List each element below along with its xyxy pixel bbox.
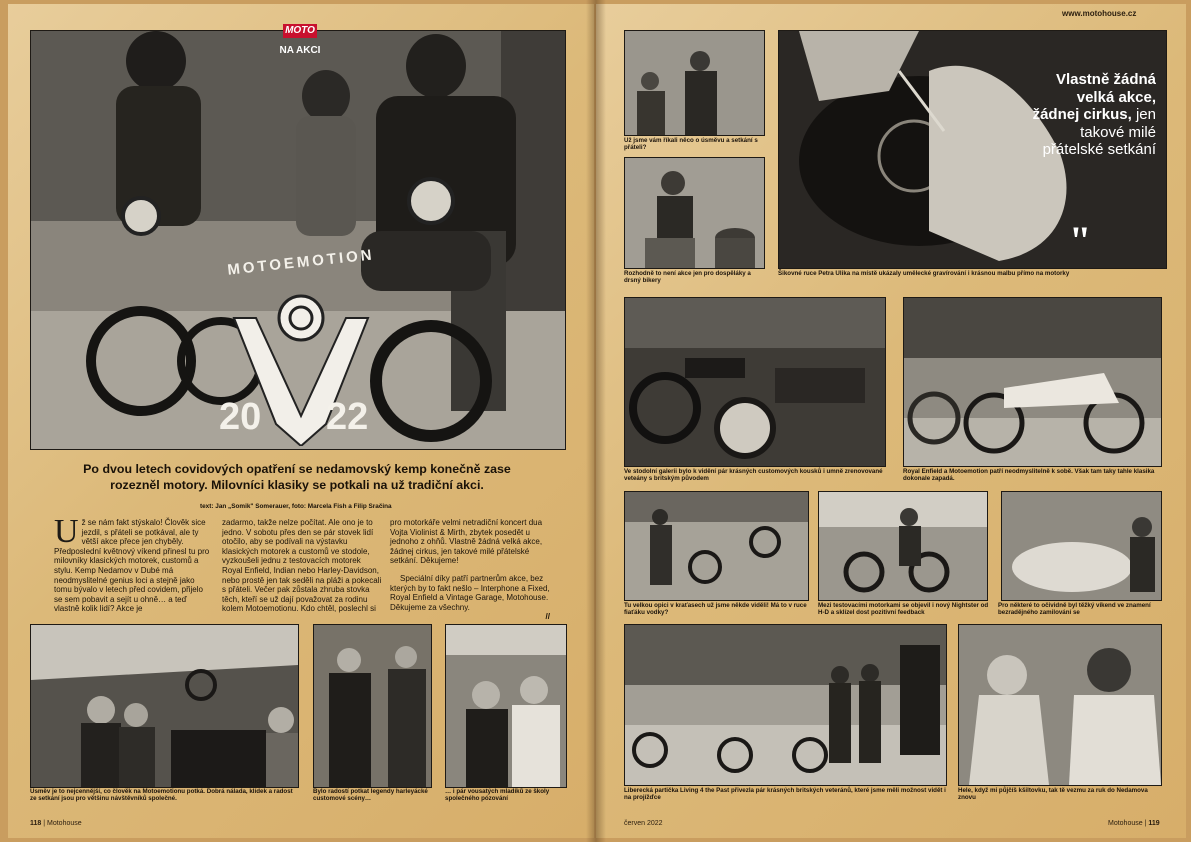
photo-legends bbox=[313, 624, 432, 788]
article-col-3 bbox=[390, 518, 550, 622]
center-date: červen 2022 bbox=[624, 820, 663, 827]
photo-royal-enfield bbox=[903, 297, 1162, 467]
photo-living-4-the-past-image bbox=[625, 625, 946, 785]
caption-r9: Liberecká partička Living 4 the Past přivezla pár krásných britských veteránů, které jsme měli možnost vidět i na projížďce bbox=[624, 787, 946, 802]
caption-r5: Royal Enfield a Motoemotion patří neodmyslitelně k sobě. Však tam taky tahle klasika dokonale zapadá. bbox=[903, 468, 1155, 483]
photo-smiling-group bbox=[30, 624, 299, 788]
photo-greeting-image bbox=[625, 31, 764, 135]
hero-photo bbox=[30, 30, 566, 450]
photo-barn-gallery bbox=[624, 297, 886, 467]
caption-r4: Ve stodolní galerii bylo k vidění pár krásných customových kousků i umně zrenovované veteány s britským původem bbox=[624, 468, 883, 483]
caption-r2: Rozhodně to není akce jen pro dospěláky a drsný bikery bbox=[624, 270, 751, 285]
photo-kid-drum bbox=[624, 157, 765, 269]
right-folio: Motohouse | 119 bbox=[1108, 820, 1160, 827]
right-magazine-name: Motohouse bbox=[1108, 820, 1143, 827]
photo-girls-cap bbox=[958, 624, 1162, 786]
photo-monkey-shorts bbox=[624, 491, 809, 601]
caption-r10: Hele, když mi půjčíš kšiltovku, tak tě vezmu za ruk do Nedamova znovu bbox=[958, 787, 1148, 802]
moto-logo-text: MOTO bbox=[285, 25, 315, 36]
photo-monkey-shorts-image bbox=[625, 492, 808, 600]
spine-shadow bbox=[586, 0, 606, 842]
moto-logo bbox=[283, 24, 317, 38]
photo-girls-cap-image bbox=[959, 625, 1161, 785]
article-col-1-text: ž se nám fakt stýskalo! Člověk sice jezdil, s přáteli se potkával, ale ty větší akce přece jen chyběly. Předposlední květnový víkend přinesl tu pro milovníky klasických motorek, customů a stylu. Kemp Nedamov v Dubé má neodmyslitelné genius loci a stejně jako tomu bývalo v letech před covidem, přijelo se sem pobavit a sejít u ohně… a teď vlastně kolik lidí? Akce je bbox=[54, 518, 210, 614]
section-tag: NA AKCI bbox=[279, 45, 321, 56]
photo-smiling-group-image bbox=[31, 625, 298, 787]
photo-in-love bbox=[1001, 491, 1162, 601]
photo-legends-image bbox=[314, 625, 431, 787]
caption-left-1: Úsměv je to nejcennější, co člověk na Motoemotionu potká. Dobrá nálada, klídek a radost ze setkání jsou pro většinu návštěvníků společné. bbox=[30, 788, 293, 803]
caption-r3: Šikovné ruce Petra Ulika na místě ukázaly umělecké gravírování i krásnou malbu přímo na motorky bbox=[778, 270, 1070, 277]
left-magazine-name: Motohouse bbox=[47, 820, 82, 827]
hero-event-name: MOTOEMOTION bbox=[226, 246, 376, 279]
photo-nightster-image bbox=[819, 492, 987, 600]
website-url: www.motohouse.cz bbox=[1062, 9, 1137, 18]
photo-engraving-hands bbox=[778, 30, 1167, 269]
caption-r8: Pro některé to očividně byl těžký víkend ve znamení bezradějného zamilování se bbox=[998, 602, 1151, 617]
article-credits: text: Jan „Somik" Somerauer, foto: Marcela Fish a Filip Sračina bbox=[200, 503, 392, 510]
photo-royal-enfield-image bbox=[904, 298, 1161, 466]
hero-year-right: 22 bbox=[326, 396, 369, 438]
photo-bearded-guys bbox=[445, 624, 567, 788]
caption-left-3: … i pár vousatých mladíků ze školy společného pózování bbox=[445, 788, 550, 803]
photo-barn-gallery-image bbox=[625, 298, 885, 466]
article-end-mark: // bbox=[545, 612, 550, 622]
drop-cap: U bbox=[54, 513, 79, 550]
caption-left-2: Bylo radostí potkat legendy harleyácké customové scény… bbox=[313, 788, 428, 803]
pull-quote bbox=[1026, 71, 1156, 159]
caption-r7: Mezi testovacími motorkami se objevil i nový Nightster od H-D a sklízel dost pozitivní feedback bbox=[818, 602, 989, 617]
article-lead: Po dvou letech covidových opatření se nedamovský kemp konečně zase rozezněl motory. Milovníci klasiky se potkali na už tradiční akci. bbox=[83, 462, 511, 492]
left-folio: 118 | Motohouse bbox=[30, 820, 82, 827]
photo-in-love-image bbox=[1002, 492, 1161, 600]
pull-quote-light: jen takové milé přátelské setkání bbox=[1042, 106, 1156, 158]
caption-r1: Už jsme vám říkali něco o úsměvu a setkání s přáteli? bbox=[624, 137, 758, 152]
right-page-number: 119 bbox=[1148, 820, 1160, 827]
photo-living-4-the-past bbox=[624, 624, 947, 786]
photo-greeting bbox=[624, 30, 765, 136]
photo-nightster bbox=[818, 491, 988, 601]
article-col-2: zadarmo, takže nelze počítat. Ale ono je to jedno. V sobotu přes den se pár stovek lidí otočilo, aby se podívali na výstavku klasických motorek a customů ve stodole, vyzkoušeli jednu z testovacích motorek Royal Enfield, Indian nebo Harley-Davidson, nebo prostě jen tak seděli na pláži a pokecali s přáteli. Večer pak zůstala zhruba stovka těch, kteří se už dají považovat za rodinu kolem Motoemotionu. Kdo chtěl, poslechl si bbox=[222, 518, 382, 614]
photo-kid-drum-image bbox=[625, 158, 764, 268]
left-page-number: 118 bbox=[30, 820, 42, 827]
caption-r6: Tu velkou opici v kraťasech už jsme někde viděli! Má to v ruce fiaťáku vodky? bbox=[624, 602, 807, 617]
quote-mark-icon: " bbox=[1069, 218, 1092, 263]
hero-year-left: 20 bbox=[219, 396, 262, 438]
article-col-3-p2: Speciální díky patří partnerům akce, bez kterých by to fakt nešlo – Interphone a Fixed, Royal Enfield a Vintage Garage, Motohouse. Děkujeme za všechny. bbox=[390, 573, 550, 612]
photo-bearded-guys-image bbox=[446, 625, 566, 787]
article-col-1 bbox=[54, 513, 212, 614]
pull-quote-bold: Vlastně žádná velká akce, žádnej cirkus, bbox=[1032, 71, 1156, 123]
article-col-3-p1: pro motorkáře velmi netradiční koncert dua Vojta Violinist & Mirth, zbytek posedět u jednoho z ohňů. Vlastně žádná velká akce, žádnej cirkus, jen takové milé přátelské setkání. Děkujeme! bbox=[390, 518, 543, 566]
